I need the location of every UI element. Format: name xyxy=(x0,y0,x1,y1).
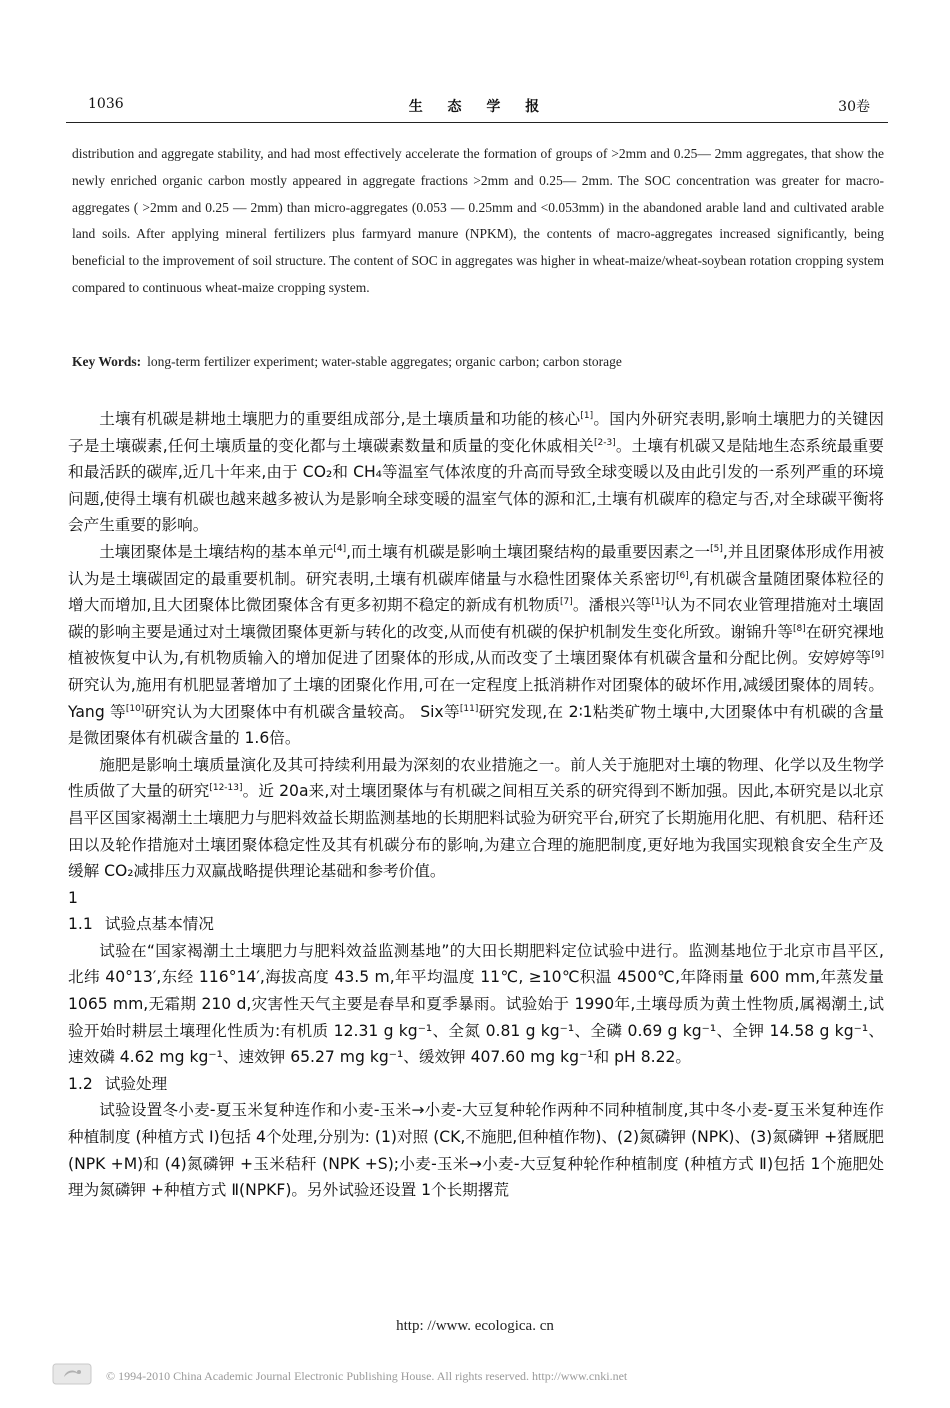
journal-title: 生 态 学 报 xyxy=(408,99,550,115)
copyright-text: © 1994-2010 China Academic Journal Electronic Publishing House. All rights reserved. http://www.cnki.net xyxy=(106,1369,628,1383)
article-body xyxy=(68,406,884,1204)
keywords-label: Key Words: xyxy=(72,354,142,369)
subsection-heading-1-1 xyxy=(68,911,884,938)
citation: [8] xyxy=(792,623,806,634)
subsection-title: 试验点基本情况 xyxy=(104,915,214,934)
paragraph-5: 试验设置冬小麦-夏玉米复种连作和小麦-玉米→小麦-大豆复种轮作两种不同种植制度,其中冬小麦-夏玉米复种连作种植制度 (种植方式 Ⅰ)包括 4个处理,分别为: (1)对照 (CK,不施肥,但种植作物)、(2)氮磷钾 (NPK)、(3)氮磷钾 +猪厩肥 (NPK +M)和 (4)氮磷钾 +玉米秸秆 (NPK +S);小麦-玉米→小麦-大豆复种轮作种植制度 (种植方式 Ⅱ)包括 1个施肥处理为氮磷钾 +种植方式 Ⅱ(NPKF)。另外试验还设置 1个长期撂荒 xyxy=(68,1101,884,1200)
paragraph-3: 施肥是影响土壤质量演化及其可持续利用最为深刻的农业措施之一。前人关于施肥对土壤的物理、化学以及生物学性质做了大量的研究[12-13]。近 20a来,对土壤团聚体与有机碳之间相互关系的研究得到不断加强。因此,本研究是以北京昌平区国家褐潮土土壤肥力与肥料效益长期监测基地的长期肥料试验为研究平台,研究了长期施用化肥、有机肥、秸秆还田以及轮作措施对土壤团聚体稳定性及其有机碳分布的影响,为建立合理的施肥制度,更好地为我国实现粮食安全生产及缓解 CO₂减排压力双赢战略提供理论基础和参考价值。 xyxy=(68,755,884,881)
paragraph-4: 试验在“国家褐潮土土壤肥力与肥料效益监测基地”的大田长期肥料定位试验中进行。监测基地位于北京市昌平区,北纬 40°13′,东经 116°14′,海拔高度 43.5 m,年平均温度 11℃, ≥10℃积温 4500℃,年降雨量 600 mm,年蒸发量 1065 mm,无霜期 210 d,灾害性天气主要是春旱和夏季暴雨。试验始于 1990年,土壤母质为黄土性物质,属褐潮土,试验开始时耕层土壤理化性质为:有机质 12.31 g kg⁻¹、全氮 0.81 g kg⁻¹、全磷 0.69 g kg⁻¹、全钾 14.58 g kg⁻¹、速效磷 4.62 mg kg⁻¹、速效钾 65.27 mg kg⁻¹、缓效钾 407.60 mg kg⁻¹和 pH 8.22。 xyxy=(68,941,884,1067)
citation: [5] xyxy=(710,543,723,554)
keywords xyxy=(72,354,884,370)
volume-label: 30卷 xyxy=(838,99,870,115)
paragraph-1: 土壤有机碳是耕地土壤肥力的重要组成部分,是土壤质量和功能的核心[1]。国内外研究表明,影响土壤肥力的关键因子是土壤碳素,任何土壤质量的变化都与土壤碳素数量和质量的变化休戚相关[2-3]。土壤有机碳又是陆地生态系统最重要和最活跃的碳库,近几十年来,由于 CO₂和 CH₄等温室气体浓度的升高而导致全球变暖以及由此引发的一系列严重的环境问题,使得土壤有机碳也越来越多被认为是影响全球变暖的温室气体的源和汇,土壤有机碳库的稳定与否,对全球碳平衡将会产生重要的影响。 xyxy=(68,410,884,535)
citation: [10] xyxy=(125,703,145,714)
citation: [9] xyxy=(871,650,884,661)
page-number: 1036 xyxy=(88,96,124,112)
publisher-logo-icon xyxy=(52,1361,92,1387)
english-abstract: distribution and aggregate stability, and had most effectively accelerate the formation of groups of >2mm and 0.25— 2mm aggregates, that show the newly enriched organic carbon mostly appeared in aggregate fractions >2mm and 0.25— 2mm. The SOC concentration was greater for macro-aggregates ( >2mm and 0.25 — 2mm) than micro-aggregates (0.053 — 0.25mm and <0.053mm) in the abandoned arable land and cultivated arable land soils. After applying mineral fertilizers plus farmyard manure (NPKM), the contents of macro-aggregates increased significantly, being beneficial to the improvement of soil structure. The content of SOC in aggregates was higher in wheat-maize/wheat-soybean rotation cropping system compared to continuous wheat-maize cropping system. xyxy=(72,146,884,295)
footer-url: http: //www. ecologica. cn xyxy=(396,1318,554,1334)
citation: [2-3] xyxy=(593,437,616,448)
citation: [1] xyxy=(651,596,665,607)
copyright-bar xyxy=(0,1369,950,1387)
subsection-title: 试验处理 xyxy=(104,1074,168,1093)
header-divider xyxy=(66,122,888,123)
subsection-number: 1.1 xyxy=(68,915,93,934)
subsection-number: 1.2 xyxy=(68,1074,93,1093)
running-header xyxy=(88,96,870,116)
paragraph-2: 土壤团聚体是土壤结构的基本单元[4],而土壤有机碳是影响土壤团聚结构的最重要因素之一[5],并且团聚体形成作用被认为是土壤碳固定的最重要机制。研究表明,土壤有机碳库储量与水稳性团聚体关系密切[6],有机碳含量随团聚体粒径的增大而增加,且大团聚体比微团聚体含有更多初期不稳定的新成有机物质[7]。潘根兴等[1]认为不同农业管理措施对土壤固碳的影响主要是通过对土壤微团聚体更新与转化的改变,从而使有机碳的保护机制发生变化所致。谢锦升等[8]在研究裸地植被恢复中认为,有机物质输入的增加促进了团聚体的形成,从而改变了土壤团聚体有机碳含量和分配比例。安婷婷等[9]研究认为,施用有机肥显著增加了土壤的团聚化作用,可在一定程度上抵消耕作对团聚体的破坏作用,减缓团聚体的周转。 Yang 等[10]研究认为大团聚体中有机碳含量较高。 Six等[11]研究发现,在 2∶1粘类矿物土壤中,大团聚体中有机碳的含量是微团聚体有机碳含量的 1.6倍。 xyxy=(68,542,884,748)
keywords-text: long-term fertilizer experiment; water-stable aggregates; organic carbon; carbon storage xyxy=(147,354,622,369)
citation: [12-13] xyxy=(209,783,243,794)
citation: [11] xyxy=(459,703,479,714)
citation: [6] xyxy=(675,570,689,581)
citation: [1] xyxy=(580,410,594,421)
citation: [7] xyxy=(559,596,573,607)
citation: [4] xyxy=(333,543,347,554)
subsection-heading-1-2 xyxy=(68,1071,884,1098)
section-heading-1: 1 xyxy=(68,888,78,907)
